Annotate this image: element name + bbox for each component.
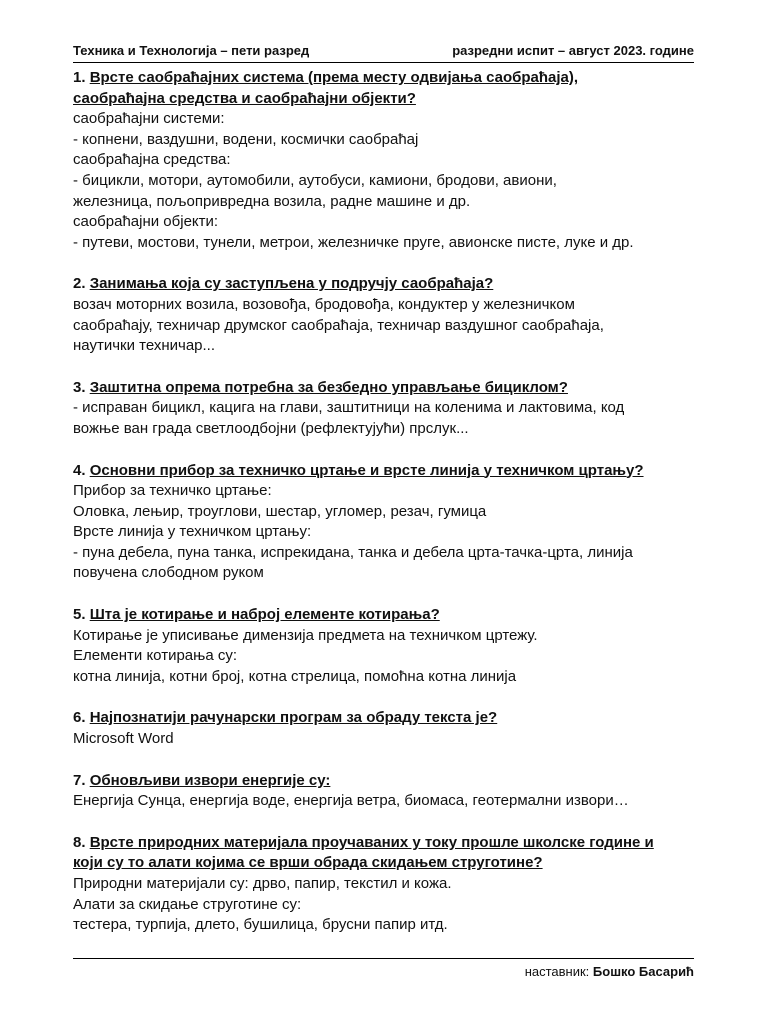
answer-line: возач моторних возила, возовођа, бродовођа, кондуктер у железничком	[73, 295, 575, 313]
answer-line: - бицикли, мотори, аутомобили, аутобуси, камиони, бродови, авиони,	[73, 171, 557, 189]
answer-line: - исправан бицикл, кацига на глави, заштитници на коленима и лактовима, код	[73, 399, 625, 417]
answer-line: саобраћају, техничар друмског саобраћаја, техничар ваздушног саобраћаја,	[73, 316, 604, 334]
question-7	[73, 771, 698, 812]
question-4	[73, 461, 698, 585]
answer-line: Енергија Сунца, енергија воде, енергија ветра, биомаса, геотермални извори…	[73, 792, 629, 810]
question-number: 3.	[73, 378, 86, 396]
answer-line: Алати за скидање струготине су:	[73, 895, 302, 913]
answer-line: саобраћајни системи:	[73, 110, 225, 128]
question-number: 8.	[73, 833, 86, 851]
teacher-label: наставник:	[524, 964, 593, 979]
question-title: 2. Занимања која су заступљена у подручју саобраћаја?	[73, 275, 494, 293]
answer-line: Елементи котирања су:	[73, 647, 237, 665]
question-title: који су то алати којима се врши обрада скидањем струготине?	[73, 854, 543, 872]
question-title: 1. Врсте саобраћајних система (према месту одвијања саобраћаја),	[73, 69, 579, 86]
answer-line: Microsoft Word	[73, 730, 174, 748]
answer-line: вожње ван града светлоодбојни (рефлектујући) прслук...	[73, 419, 469, 437]
teacher-name: Бошко Басарић	[592, 964, 694, 979]
answer-line: повучена слободном руком	[73, 564, 264, 582]
question-1	[73, 68, 698, 253]
question-title: 3. Заштитна опрема потребна за безбедно управљање бициклом?	[73, 378, 568, 396]
answer-line: Оловка, лењир, троуглови, шестар, угломер, резач, гумица	[73, 502, 487, 520]
question-5	[73, 605, 698, 687]
question-list	[73, 68, 698, 957]
question-number: 5.	[73, 606, 86, 624]
question-number: 2.	[73, 275, 86, 293]
answer-line: - пуна дебела, пуна танка, испрекидана, танка и дебела црта-тачка-црта, линија	[73, 543, 633, 561]
answer-line: железница, пољопривредна возила, радне машине и др.	[73, 192, 471, 210]
answer-line: саобраћајна средства:	[73, 151, 231, 169]
page-footer	[73, 958, 694, 981]
question-number: 4.	[73, 461, 86, 479]
answer-line: - копнени, ваздушни, водени, космички саобраћај	[73, 130, 419, 148]
question-6	[73, 708, 698, 749]
question-title: саобраћајна средства и саобраћајни објекти?	[73, 89, 416, 107]
question-8	[73, 833, 698, 936]
question-title: 7. Обновљиви извори енергије су:	[73, 771, 331, 789]
answer-line: Природни материјали су: дрво, папир, текстил и кожа.	[73, 875, 452, 892]
header-subject: Техника и Технологија – пети разред	[73, 43, 310, 58]
answer-line: Врсте линија у техничком цртању:	[73, 523, 312, 541]
question-title: 4. Основни прибор за техничко цртање и врсте линија у техничком цртању?	[73, 461, 644, 479]
question-number: 1.	[73, 69, 86, 86]
answer-line: тестера, турпија, длето, бушилица, брусни папир итд.	[73, 916, 448, 934]
answer-line: - путеви, мостови, тунели, метрои, железничке пруге, авионске писте, луке и др.	[73, 233, 634, 251]
question-number: 6.	[73, 709, 86, 727]
question-2	[73, 274, 698, 356]
answer-line: Котирање је уписивање димензија предмета на техничком цртежу.	[73, 626, 538, 644]
question-title: 5. Шта је котирање и наброј елементе котирања?	[73, 606, 440, 624]
question-3	[73, 378, 698, 440]
question-title: 6. Најпознатији рачунарски програм за обраду текста је?	[73, 709, 498, 727]
answer-line: Прибор за техничко цртање:	[73, 482, 272, 500]
answer-line: котна линија, котни број, котна стрелица, помоћна котна линија	[73, 667, 517, 685]
question-number: 7.	[73, 771, 86, 789]
header-exam-info: разредни испит – август 2023. године	[452, 43, 694, 58]
page-header	[73, 42, 694, 63]
answer-line: наутички техничар...	[73, 337, 216, 355]
question-title: 8. Врсте природних материјала проучаваних у току прошле школске године и	[73, 833, 654, 851]
answer-line: саобраћајни објекти:	[73, 213, 219, 231]
